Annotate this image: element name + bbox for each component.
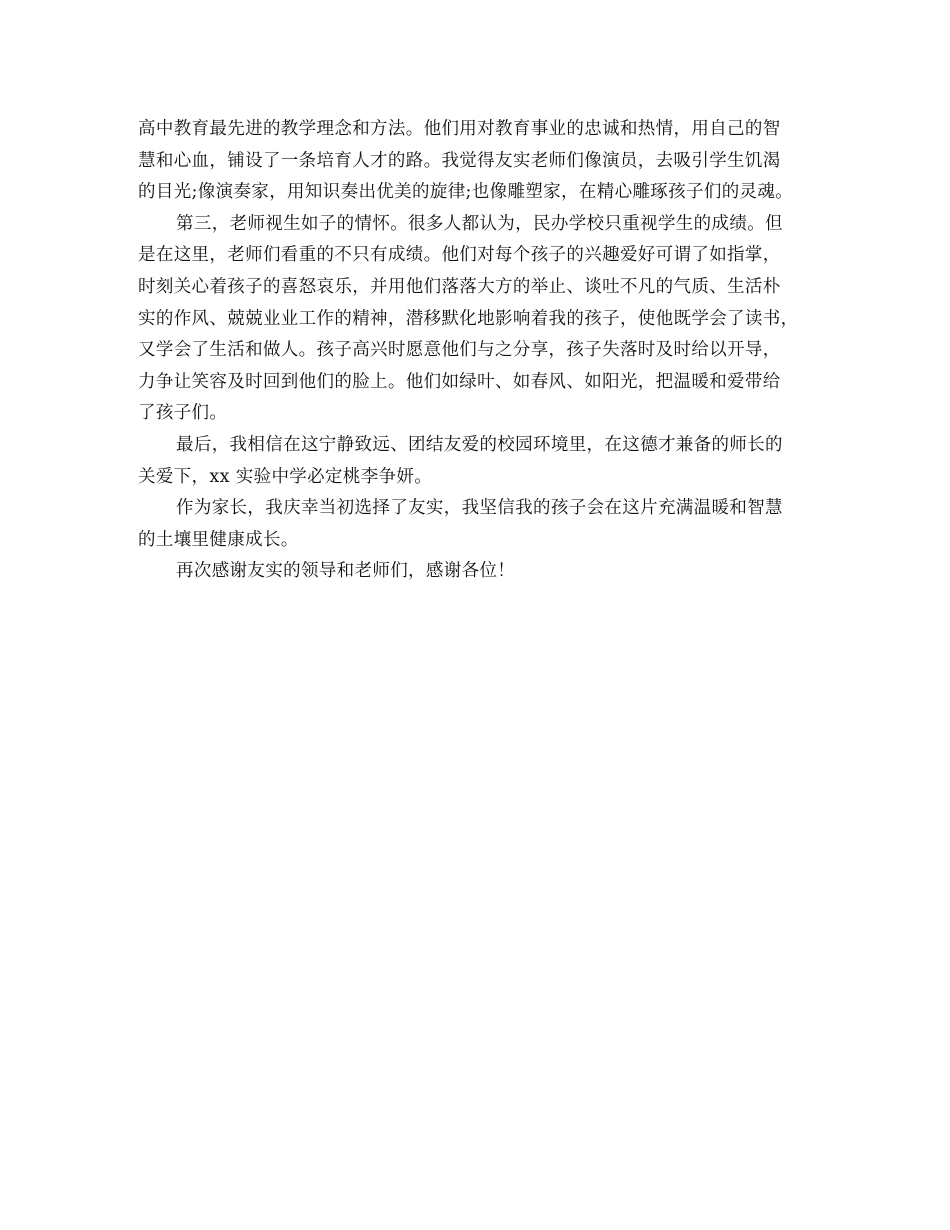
paragraph-first-line: 作为家长，我庆幸当初选择了友实，我坚信我的孩子会在这片充满温暖和智慧 [176,498,783,519]
paragraph-line: 了孩子们。 [138,403,228,424]
paragraph-line: 又学会了生活和做人。孩子高兴时愿意他们与之分享，孩子失落时及时给以开导， [138,340,781,361]
paragraph-line: 力争让笑容及时回到他们的脸上。他们如绿叶、如春风、如阳光，把温暖和爱带给 [138,371,781,392]
document-body [138,114,822,588]
paragraph-first-line: 第三，老师视生如子的情怀。很多人都认为，民办学校只重视学生的成绩。但 [176,213,783,234]
paragraph-line: 是在这里，老师们看重的不只有成绩。他们对每个孩子的兴趣爱好可谓了如指掌， [138,245,781,266]
paragraph-line: 时刻关心着孩子的喜怒哀乐，并用他们落落大方的举止、谈吐不凡的气质、生活朴 [138,276,781,297]
paragraph-line: 的土壤里健康成长。 [138,529,299,550]
paragraph-first-line: 最后，我相信在这宁静致远、团结友爱的校园环境里，在这德才兼备的师长的 [176,434,783,455]
paragraph-line: 慧和心血，铺设了一条培育人才的路。我觉得友实老师们像演员，去吸引学生饥渴 [138,150,781,171]
paragraph-first-line: 再次感谢友实的领导和老师们，感谢各位！ [176,561,516,582]
paragraph-line: 的目光;像演奏家，用知识奏出优美的旋律;也像雕塑家，在精心雕琢孩子们的灵魂。 [138,182,794,203]
paragraph-line: 高中教育最先进的教学理念和方法。他们用对教育事业的忠诚和热情，用自己的智 [138,119,781,139]
paragraph-line: 实的作风、兢兢业业工作的精神，潜移默化地影响着我的孩子，使他既学会了读书， [138,308,799,329]
paragraph-line: 关爱下，xx 实验中学必定桃李争妍。 [138,466,433,487]
